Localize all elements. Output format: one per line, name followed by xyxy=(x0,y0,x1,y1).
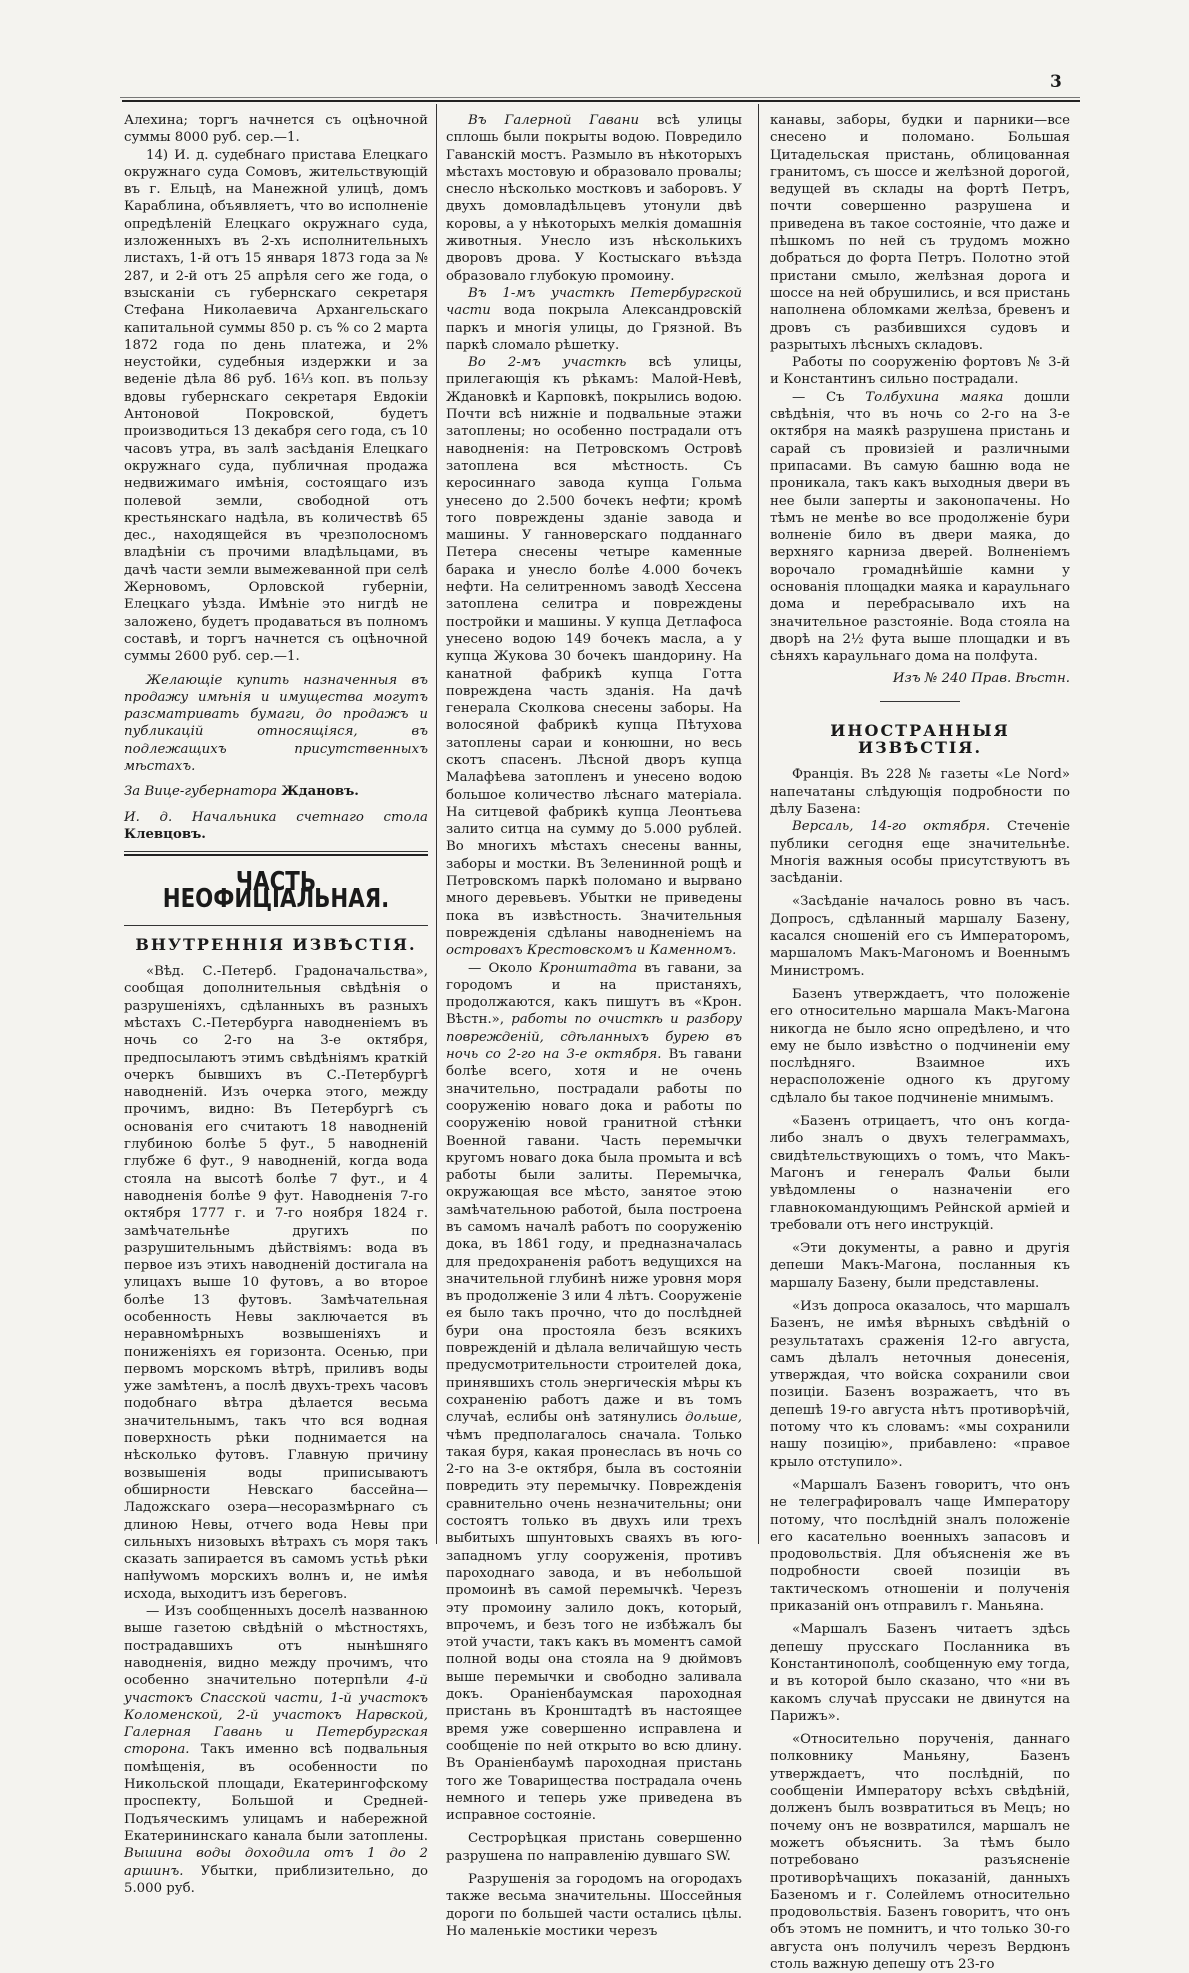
signature-label: За Вице-губернатора xyxy=(124,784,278,800)
text-run-italic: дольше, xyxy=(685,1410,742,1426)
bazaine-trial-p2: Базенъ утверждаетъ, что положеніе его относительно маршала Макъ-Магона никогда не было ясно опредѣлено, и что ему не было извѣстно о подчиненіи ему послѣдняго. Взаимное ихъ нерасположеніе одного къ другому сдѣлало бы такое подчиненіе мнимымъ. xyxy=(770,986,1070,1106)
text-run: — Изъ сообщенныхъ доселѣ названною выше газетою свѣдѣній о мѣстностяхъ, пострадавшихъ отъ нынѣшняго наводненія, видно между прочимъ, что особенно значительно потерпѣли xyxy=(124,1604,428,1689)
text-run: вода покрыла Александровскій паркъ и многія улицы, до Грязной. Въ паркѣ сломало рѣшетку. xyxy=(446,303,742,353)
text-run-italic: островахъ Крестовскомъ и Каменномъ. xyxy=(446,943,737,959)
text-run-italic: 4-й участокъ Спасской части, 1-й участокъ Коломенской, 2-й участокъ Нарвской, Галерная Гавань и Петербургская сторона. xyxy=(124,1673,428,1758)
article-galernaya-gavan xyxy=(446,112,742,285)
bazaine-trial-p7: «Маршалъ Базенъ читаетъ здѣсь депешу прусскаго Посланника въ Константинополѣ, сообщенную ему тогда, и въ которой было сказано, что «ни въ какомъ случаѣ пруссаки не двинутся на Парижъ». xyxy=(770,1622,1070,1724)
left-column xyxy=(124,112,428,1897)
header-rule-thick xyxy=(122,100,1080,102)
article-versailles xyxy=(770,818,1070,887)
text-run: Убытки, приблизительно, до 5.000 руб. xyxy=(124,1863,428,1896)
article-affected-areas xyxy=(124,1603,428,1897)
bazaine-trial-p8: «Относительно порученія, даннаго полковнику Маньяну, Базенъ утверждаетъ, что послѣдній, по сообщеніи Императору всѣхъ свѣдѣній, долженъ былъ возвратиться въ Мецъ; но почему онъ не возвратился, маршалъ не можетъ объяснить. За тѣмъ было потребовано разъясненіе противорѣчащихъ показаній, данныхъ Базеномъ и г. Солейлемъ относительно продовольствія. Базенъ говоритъ, что онъ объ этомъ не помнитъ, и что только 30-го августа онъ получилъ черезъ Вердюнъ столь важную депешу отъ 23-го xyxy=(770,1732,1070,1972)
text-run: — Съ xyxy=(792,389,845,405)
signature-name: Ждановъ. xyxy=(281,784,359,800)
text-run-italic: работы по очисткѣ и разбору поврежденій, сдѣланныхъ бурею въ ночь со 2-го на 3-е октября. xyxy=(446,1012,742,1063)
text-run-italic: Кронштадта xyxy=(539,960,638,976)
bazaine-trial-p4: «Эти документы, а равно и другія депеши Макъ-Магона, посланныя къ маршалу Базену, были представлены. xyxy=(770,1241,1070,1291)
header-rule-thin xyxy=(120,97,1080,98)
text-run: — Около xyxy=(468,960,533,976)
article-citadel-pier: канавы, заборы, будки и парники—все снесено и поломано. Большая Цитадельская пристань, облицованная гранитомъ, съ шоссе и желѣзной дорогой, ведущей въ склады на фортѣ Петръ, почти совершенно разрушена и приведена въ такое состояніе, что даже и пѣшкомъ по ней съ трудомъ можно добраться до форта Петръ. Полотно этой пристани смыло, желѣзная дорога и шоссе на ней обрушились, и вся пристань наполнена обломками желѣза, бревенъ и дровъ съ разбившихся судовъ и разрытыхъ лѣсныхъ складовъ. xyxy=(770,113,1070,353)
section-title: ЧАСТЬ НЕОФИЦІАЛЬНАЯ. xyxy=(162,867,390,915)
bazaine-trial-p1: «Засѣданіе началось ровно въ часъ. Допросъ, сдѣланный маршалу Базену, касался сношеній его съ Императоромъ, маршаломъ Макъ-Магономъ и Военнымъ Министромъ. xyxy=(770,894,1070,979)
court-notice-14: 14) И. д. судебнаго пристава Елецкаго окружнаго суда Сомовъ, жительствующій въ г. Ельцѣ, на Манежной улицѣ, домъ Караблина, объявляетъ, что во исполненіе опредѣленій Елецкаго окружнаго суда, изложенныхъ въ 2-хъ исполнительныхъ листахъ, 1-й отъ 15 января 1873 года за № 287, и 2-й отъ 25 апрѣля сего же года, о взысканіи съ губернскаго секретаря Стефана Николаевича Архангельскаго капитальной суммы 850 р. съ % со 2 марта 1872 года по день платежа, и 2% неустойки, судебныя издержки и за веденіе дѣла 86 руб. 16⅓ коп. въ пользу вдовы губернскаго секретаря Евдокіи Антоновой Покровской, будетъ производиться 13 декабря сего года, съ 10 часовъ утра, въ залѣ засѣданія Елецкаго окружнаго суда, публичная продажа недвижимаго имѣнія, состоящаго изъ полевой земли, свободной отъ крестьянскаго надѣла, въ количествѣ 65 дес., находящейся въ чрезполосномъ владѣніи съ прочими владѣльцами, въ дачѣ части земли вымежеванной при селѣ Жерновомъ, Орловской губерніи, Елецкаго уѣзда. Имѣніе это нигдѣ не заложено, будетъ продаваться въ полномъ составѣ, и торгъ начнется съ оцѣночной суммы 2600 руб. сер.—1. xyxy=(124,147,428,665)
sale-notice: Желающіе купить назначенныя въ продажу имѣнія и имущества могутъ разсматривать бумаги, до продажъ и публикацій относящіяся, въ подлежащихъ присутственныхъ мѣстахъ. xyxy=(124,672,428,774)
article-suburbs: Разрушенія за городомъ на огородахъ также весьма значительны. Шоссейныя дороги по большей части остались цѣлы. Но маленькіе мостики черезъ xyxy=(446,1871,742,1939)
column-divider-left xyxy=(436,104,437,1544)
right-column xyxy=(770,112,1070,1973)
article-text: Алехина; торгъ начнется съ оцѣночной суммы 8000 руб. сер.—1. xyxy=(124,113,428,146)
signature-label: И. д. Начальника счетнаго стола xyxy=(124,809,428,825)
source-attribution: Изъ № 240 Прав. Вѣстн. xyxy=(892,670,1070,686)
text-run-italic: Въ Галерной Гавани xyxy=(468,113,640,128)
text-run: Въ гавани болѣе всего, хотя и не очень значительно, пострадали работы по сооруженію новаго дока и работы по сооруженію новой гранитной стѣнки Военной гавани. Часть перемычки кругомъ новаго дока была промыта и всѣ работы были залиты. Перемычка, окружающая все мѣсто, занятое этою замѣчательною работой, была построена въ самомъ началѣ работъ по сооруженію дока, въ 1861 году, и предназначалась для предохраненія работъ ведущихся на значительной глубинѣ ниже уровня моря въ продолженіе 3 или 4 лѣтъ. Сооруженіе ея было такъ прочно, что до послѣдней бури она простояла безъ всякихъ поврежденій и дѣлала величайшую честь предусмотрительности строителей дока, принявшихъ столь энергическія мѣры къ сохраненію работъ даже и въ томъ случаѣ, еслибы онѣ затянулись xyxy=(446,1047,742,1426)
text-run-italic: Во 2-мъ участкѣ xyxy=(468,355,627,371)
page-number: 3 xyxy=(1050,72,1062,92)
text-run: чѣмъ предполагалось сначала. Только такая буря, какая пронеслась въ ночь со 2-го на 3-е октября, была въ состояніи повредить эту перемычку. Поврежденія сравнительно очень незначительны; они состоятъ только въ двухъ или трехъ выбитыхъ шпунтовыхъ сваяхъ въ юго-западномъ углу сооруженія, противъ пароходнаго завода, и въ небольшой промоинѣ въ самой перемычкѣ. Черезъ эту промоину залило докъ, который, впрочемъ, и безъ того не избѣжалъ бы этой участи, такъ какъ въ моментъ самой полной воды она стояла на 9 дюймовъ выше перемычки и свободно заливала докъ. Ораніенбаумская пароходная пристань въ Кронштадтѣ въ настоящее время уже совершенно исправлена и сообщеніе по ней открыто во всю длину. Въ Ораніенбаумѣ пароходная пристань того же Товарищества пострадала очень немного и теперь уже приведена въ исправное состояніе. xyxy=(446,1427,742,1824)
text-run: дошли свѣдѣнія, что въ ночь со 2-го на 3-е октября на маякѣ разрушена пристань и сарай съ провизіей и различными припасами. Въ самую башню вода не проникала, такъ какъ выходныя двери въ нее были заперты и законопачены. Но тѣмъ не менѣе во все продолженіе бури волненіе било въ двери маяка, до верхняго карниза дверей. Волненіемъ ворочало громаднѣйшіе камни у основанія площадки маяка и караульнаго дома и перебрасывало ихъ на значительное разстояніе. Вода стояла на дворѣ на 2½ фута выше площадки и въ сѣняхъ караульнаго дома на полфута. xyxy=(770,389,1070,665)
article-petersburg-2 xyxy=(446,354,742,959)
signature-accounting xyxy=(124,809,428,844)
article-sestroretsk: Сестрорѣцкая пристань совершенно разрушена по направленію дувшаго SW. xyxy=(446,1831,742,1864)
bazaine-trial-p3: «Базенъ отрицаетъ, что онъ когда-либо зналъ о двухъ телеграммахъ, свидѣтельствующихъ о томъ, что Макъ-Магонъ и генералъ Фальи были увѣдомлены о назначеніи его главнокомандующимъ Рейнской арміей и требовали отъ него инструкцій. xyxy=(770,1114,1070,1233)
text-run-italic: Версаль, 14-го октября. xyxy=(792,819,991,835)
separator-rule xyxy=(880,701,960,702)
bazaine-trial-p5: «Изъ допроса оказалось, что маршалъ Базенъ, не имѣя вѣрныхъ свѣдѣній о результатахъ сраженія 12-го августа, самъ дѣлалъ неточныя донесенія, утверждая, что войска сохранили свои позиціи. Базенъ возражаетъ, что въ депешѣ 19-го августа нѣтъ противорѣчій, потому что къ словамъ: «мы сохранили нашу позицію», прибавлено: «правое крыло отступило». xyxy=(770,1299,1070,1470)
text-run: Такъ именно всѣ подвальныя помѣщенія, въ особенности по Никольской площади, Екатерингофскому проспекту, Большой и Средней-Подъяческимъ улицамъ и набережной Екатерининскаго канала были затоплены. xyxy=(124,1742,428,1844)
text-run-italic: Толбухина маяка xyxy=(865,389,1004,405)
section-rule xyxy=(124,925,428,926)
article-petersburg-1 xyxy=(446,285,742,354)
article-kronstadt xyxy=(446,960,742,1825)
article-tolbukhin-lighthouse xyxy=(770,389,1070,666)
article-forts: Работы по сооруженію фортовъ № 3-й и Константинъ сильно пострадали. xyxy=(770,355,1070,388)
subsection-title-foreign: ИНОСТРАННЫЯ ИЗВѢСТІЯ. xyxy=(830,720,1010,758)
middle-column xyxy=(446,112,742,1940)
text-run: въ гавани, за городомъ и на пристаняхъ, продолжаются, какъ пишутъ въ «Крон. Вѣстн.», xyxy=(446,960,742,1028)
text-run: всѣ улицы, прилегающія къ рѣкамъ: Малой-Невѣ, Ждановкѣ и Карповкѣ, покрылись водою. Почти всѣ нижніе и подвальные этажи затоплены; но особенно пострадали отъ наводненія: на Петровскомъ Островѣ затоплена вся мѣстность. Съ керосиннаго завода купца Гольма унесено до 2.500 бочекъ нефти; кромѣ того повреждены зданіе завода и машины. У ганноверскаго подданнаго Петера снесены четыре каменные барака и унесло болѣе 4.000 бочекъ нефти. На селитренномъ заводѣ Хессена затоплена селитра и повреждены постройки и машины. У купца Детлафоса унесено водою 149 бочекъ масла, а у купца Жукова 30 бочекъ шандорину. На канатной фабрикѣ купца Готта повреждена часть зданія. На дачѣ генерала Сколкова снесены заборы. На волосяной фабрикѣ купца Пѣтухова затоплены сараи и конюшни, но весь скотъ спасенъ. Лѣсной дворъ купца Малафѣева затопленъ и унесено водою большое количество лѣснаго матеріала. На ситцевой фабрикѣ купца Леонтьева залито ситца на сумму до 5.000 рублей. Во многихъ мѣстахъ снесены ванны, заборы и мостки. Въ Зеленинной рощѣ и Петровскомъ паркѣ поломано и вырвано много деревьевъ. Убытки не приведены пока въ извѣстность. Значительныя поврежденія сдѣланы наводненіемъ на xyxy=(446,355,742,941)
signature-vice-governor xyxy=(124,783,428,800)
text-run-italic: Вышина воды доходила отъ 1 до 2 аршинъ. xyxy=(124,1846,428,1879)
section-rule xyxy=(124,851,428,852)
subsection-title-domestic: ВНУТРЕННІЯ ИЗВѢСТІЯ. xyxy=(135,934,417,954)
signature-name: Клевцовъ. xyxy=(124,826,206,842)
bazaine-trial-p6: «Маршалъ Базенъ говоритъ, что онъ не телеграфировалъ чаще Императору потому, что послѣдній зналъ положеніе его касательно военныхъ запасовъ и продовольствія. Для объясненія же въ подробности своей позиціи въ тактическомъ отношеніи и полученія приказаній онъ отправилъ г. Маньяна. xyxy=(770,1477,1070,1615)
text-run: Стеченіе публики сегодня еще значительнѣе. Многія важныя особы присутствуютъ въ засѣданіи. xyxy=(770,819,1070,887)
article-france-intro: Франція. Въ 228 № газеты «Le Nord» напечатаны слѣдующія подробности по дѣлу Базена: xyxy=(770,767,1070,817)
column-divider-right xyxy=(758,104,759,1544)
text-run: всѣ улицы сплошь были покрыты водою. Повредило Гаванскій мостъ. Размыло въ нѣкоторыхъ мѣстахъ мостовую и образовало провалы; снесло нѣсколько мостковъ и заборовъ. У двухъ домовладѣльцевъ утонули двѣ коровы, а у нѣкоторыхъ мелкія домашнія животныя. Унесло изъ нѣсколькихъ дворовъ дрова. У Костыскаго въѣзда образовало глубокую промоину. xyxy=(446,113,742,284)
article-floods-history: «Вѣд. С.-Петерб. Градоначальства», сообщая дополнительныя свѣдѣнія о разрушеніяхъ, сдѣланныхъ въ разныхъ мѣстахъ С.-Петербурга наводненіемъ въ ночь со 2-го на 3-е октября, предпосылаютъ этимъ свѣдѣніямъ краткій очеркъ бывшихъ въ С.-Петербургѣ наводненій. Изъ очерка этого, между прочимъ, видно: Въ Петербургѣ съ основанія его считаютъ 18 наводненій глубиною болѣе 5 фут., 5 наводненій глубже 6 фут., 9 наводненій, когда вода стояла на высотѣ болѣе 7 фут., и 4 наводненія болѣе 9 фут. Наводненія 7-го октября 1777 г. и 7-го ноября 1824 г. замѣчательнѣе другихъ по разрушительнымъ дѣйствіямъ: вода въ первое изъ этихъ наводненій достигала на улицахъ выше 10 футовъ, а во второе болѣе 13 футовъ. Замѣчательная особенность Невы заключается въ неравномѣрныхъ возвышеніяхъ и пониженіяхъ ея горизонта. Осенью, при первомъ морскомъ вѣтрѣ, приливъ воды уже замѣтенъ, а послѣ двухъ-трехъ часовъ подобнаго вѣтра дѣлается весьма значительнымъ, такъ что вся водная поверхность рѣки поднимается на нѣсколько футовъ. Главную причину возвышенія воды приписываютъ обширности Невскаго бассейна—Ладожскаго озера—несоразмѣрнаго съ длиною Невы, отчего вода Невы при сильныхъ низовыхъ вѣтрахъ съ моря такъ сказать запирается въ самомъ устьѣ рѣки напływомъ морскихъ волнъ и, не имѣя исхода, выходитъ изъ береговъ. xyxy=(124,964,428,1602)
text-run-italic: Въ 1-мъ участкѣ Петербургской части xyxy=(446,285,742,319)
section-rule-thick xyxy=(124,854,428,856)
